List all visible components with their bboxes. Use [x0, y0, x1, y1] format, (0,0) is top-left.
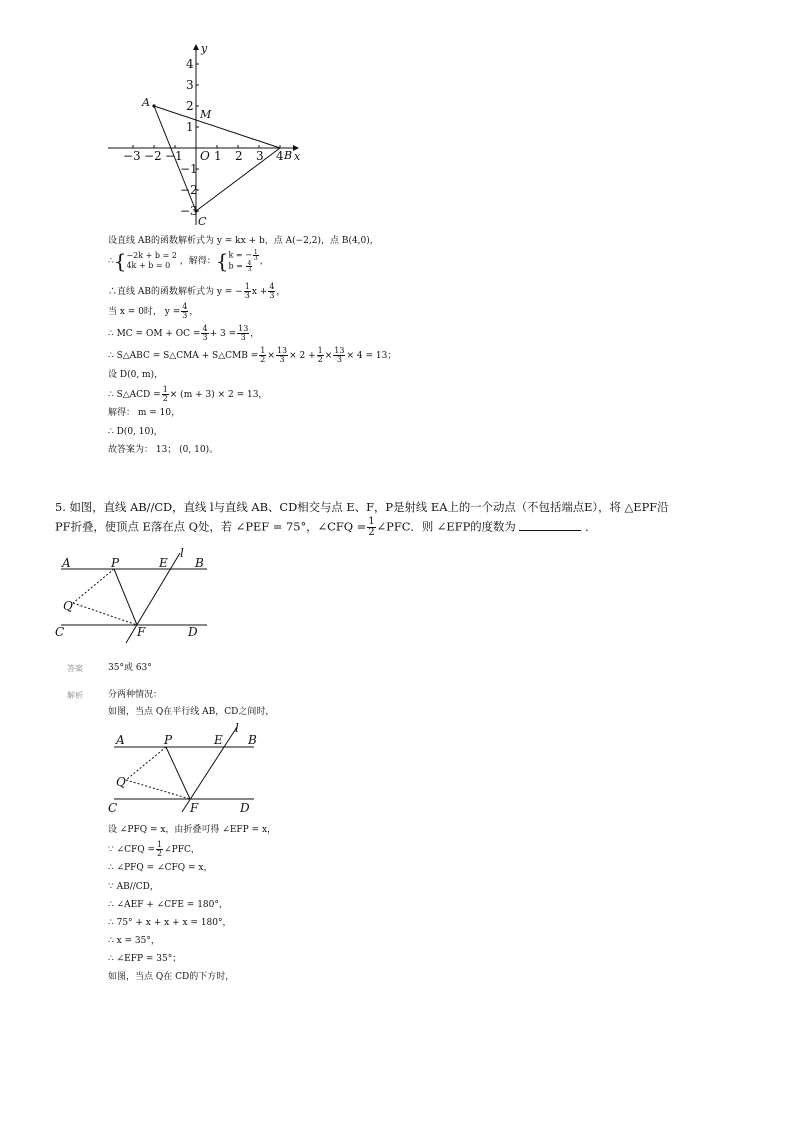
- segment-qf-dashed: [126, 780, 190, 799]
- label-b: B: [195, 556, 204, 570]
- sol1-line7: 设 D(0, m)，: [108, 370, 164, 380]
- frac-num: 4: [247, 260, 252, 267]
- segment-pq-dashed: [126, 747, 166, 780]
- frac-den: 2: [162, 394, 168, 403]
- sol1-line11: 故答案为： 13； (0, 10)。: [108, 445, 219, 455]
- analysis-line6: ∵ AB//CD，: [108, 882, 159, 892]
- brace-icon: {: [113, 249, 127, 273]
- label-c: C: [55, 625, 65, 639]
- label-d: D: [188, 625, 198, 639]
- sol1-line3-text: x +: [251, 287, 268, 297]
- frac-den: 3: [240, 333, 246, 342]
- label-f: F: [137, 625, 146, 639]
- answer-value: 35°或 63°: [108, 663, 152, 673]
- frac-den: 2: [260, 355, 266, 364]
- analysis-line2: 如图，当点 Q在平行线 AB，CD之间时，: [108, 707, 275, 717]
- point-b-label: B: [284, 149, 293, 162]
- sol1-line5-text: ∴ MC = OM + OC =: [108, 329, 201, 339]
- frac-num: 1: [253, 249, 258, 256]
- analysis-line4-text: ∠PFC，: [164, 845, 200, 855]
- analysis-line3: 设 ∠PFQ = x，由折叠可得 ∠EFP = x，: [108, 825, 277, 835]
- tick-y-1: 1: [186, 120, 194, 134]
- y-axis-arrow: [193, 44, 199, 50]
- tick-y-neg3: −3: [180, 204, 198, 218]
- sys2-eq2: b =: [228, 261, 246, 271]
- tick-x-1: 1: [214, 149, 222, 163]
- label-f: F: [190, 801, 199, 815]
- origin-label: O: [200, 149, 210, 163]
- analysis-line10: ∴ ∠EFP = 35°；: [108, 954, 182, 964]
- q5-line1: 5. 如图，直线 AB//CD，直线 l与直线 AB、CD相交与点 E、F，P是射线 EA上的一个动点（不包括端点E），将 △EPF沿: [55, 500, 669, 514]
- frac-den: 3: [202, 333, 208, 342]
- sol1-line8-text: ∴ S△ACD =: [108, 390, 161, 400]
- point-a-label: A: [142, 96, 150, 109]
- label-c: C: [108, 801, 118, 815]
- sol1-line6-text: × 2 +: [289, 351, 316, 361]
- sol1-line10: ∴ D(0, 10)，: [108, 427, 163, 437]
- analysis-line8: ∴ 75° + x + x + x = 180°，: [108, 918, 232, 928]
- sol1-line4-text: 当 x = 0时， y =: [108, 307, 181, 317]
- q5-line2-text: ∠PFC．则 ∠EFP的度数为: [376, 519, 516, 534]
- answer-blank[interactable]: [519, 520, 581, 531]
- label-p: P: [111, 556, 120, 570]
- sol1-line2-end: ，: [259, 256, 269, 267]
- sol1-line2-prefix: ∴: [108, 256, 114, 267]
- label-e: E: [214, 733, 223, 747]
- tick-x-neg2: −2: [144, 149, 162, 163]
- q5-line2: [55, 517, 596, 538]
- tick-x-neg1: −1: [165, 149, 183, 163]
- frac-den: 3: [247, 266, 252, 273]
- sol1-line1: 设直线 AB的函数解析式为 y = kx + b，点 A(−2,2)，点 B(4,0)，: [108, 236, 379, 246]
- fold-figure-analysis: [104, 722, 264, 822]
- frac-num: 4: [182, 302, 188, 311]
- analysis-line9: ∴ x = 35°，: [108, 936, 160, 946]
- label-l: l: [180, 548, 184, 560]
- label-d: D: [240, 801, 250, 815]
- tick-x-neg3: −3: [123, 149, 141, 163]
- frac-num: 1: [317, 346, 323, 355]
- sol1-line3: [108, 283, 285, 300]
- q5-line2-text: PF折叠，使顶点 E落在点 Q处，若 ∠PEF = 75°，∠CFQ =: [55, 519, 367, 534]
- sol1-line3-end: ，: [276, 287, 286, 297]
- label-q: Q: [63, 599, 73, 613]
- sol1-line6-text: ×: [324, 351, 333, 361]
- segment-pf: [166, 747, 190, 799]
- sol1-line6: [108, 347, 396, 364]
- label-e: E: [159, 556, 168, 570]
- frac-num: 1: [260, 346, 266, 355]
- label-q: Q: [116, 775, 126, 789]
- sol1-line6-text: ∴ S△ABC = S△CMA + S△CMB =: [108, 351, 259, 361]
- sol1-line5: [108, 325, 259, 342]
- label-a: A: [62, 556, 71, 570]
- axis-x-label: x: [294, 150, 301, 163]
- frac-den: 3: [182, 311, 188, 320]
- label-p: P: [164, 733, 173, 747]
- answer-label: 答案: [67, 664, 83, 673]
- frac-num: 1: [244, 282, 250, 291]
- sol1-line4: [108, 303, 198, 320]
- sol1-line5-end: ，: [250, 329, 260, 339]
- sol1-line8: [108, 386, 267, 403]
- analysis-line4-text: ∵ ∠CFQ =: [108, 845, 156, 855]
- q5-line2-end: ．: [585, 519, 597, 534]
- point-m-label: M: [200, 108, 212, 121]
- frac-num: 1: [368, 516, 375, 527]
- axis-y-label: y: [201, 42, 208, 55]
- frac-num: 1: [162, 385, 168, 394]
- tick-x-3: 3: [256, 149, 264, 163]
- frac-num: 13: [276, 346, 288, 355]
- tick-x-2: 2: [235, 149, 243, 163]
- segment-qf-dashed: [73, 603, 137, 625]
- sol1-line6-text: × 4 = 13；: [346, 351, 397, 361]
- sol1-line2: [108, 250, 269, 272]
- analysis-label: 解析: [67, 691, 83, 700]
- line-l: [126, 553, 180, 643]
- point-c-label: C: [198, 215, 207, 228]
- sol1-line2-mid: ，解得：: [179, 256, 216, 267]
- tick-y-neg1: −1: [180, 162, 198, 176]
- segment-pf: [114, 569, 137, 625]
- label-b: B: [248, 733, 257, 747]
- tick-y-3: 3: [186, 78, 194, 92]
- analysis-line1: 分两种情况：: [108, 690, 163, 700]
- sol1-line3-text: ∴直线 AB的函数解析式为 y = −: [108, 287, 243, 297]
- sys1-eq2: 4k + b = 0: [126, 261, 171, 270]
- frac-den: 3: [279, 355, 285, 364]
- frac-den: 3: [269, 291, 275, 300]
- coordinate-graph: [100, 40, 310, 230]
- tick-x-4: 4: [276, 149, 284, 163]
- brace-icon: {: [215, 249, 229, 273]
- frac-num: 4: [202, 324, 208, 333]
- sol1-line5-text: + 3 =: [209, 329, 237, 339]
- segment-ab: [154, 106, 280, 148]
- frac-den: 3: [253, 255, 258, 262]
- label-a: A: [116, 733, 125, 747]
- point-a-dot: [152, 104, 155, 107]
- sol1-line6-text: ×: [267, 351, 275, 361]
- frac-den: 2: [157, 849, 163, 858]
- frac-den: 2: [368, 527, 375, 538]
- tick-y-neg2: −2: [180, 183, 198, 197]
- frac-num: 1: [157, 840, 163, 849]
- tick-y-4: 4: [186, 57, 194, 71]
- frac-den: 3: [244, 291, 250, 300]
- sol1-line8-text: × (m + 3) × 2 = 13，: [169, 390, 268, 400]
- segment-pq-dashed: [73, 569, 114, 603]
- frac-den: 2: [317, 355, 323, 364]
- sys2-eq1: k = −: [228, 250, 252, 260]
- sol1-line9: 解得： m = 10，: [108, 408, 181, 418]
- sys1-eq1: −2k + b = 2: [126, 251, 177, 260]
- analysis-line5: ∴ ∠PFQ = ∠CFQ = x，: [108, 863, 213, 873]
- analysis-line11: 如图，当点 Q在 CD的下方时，: [108, 972, 235, 982]
- frac-num: 4: [269, 282, 275, 291]
- analysis-line7: ∴ ∠AEF + ∠CFE = 180°，: [108, 900, 228, 910]
- sol1-line4-end: ，: [189, 307, 199, 317]
- frac-num: 13: [238, 324, 249, 333]
- label-l: l: [235, 722, 239, 735]
- fold-figure-question: [55, 548, 220, 648]
- tick-y-2: 2: [186, 99, 194, 113]
- analysis-line4: [108, 841, 200, 858]
- frac-num: 13: [334, 346, 345, 355]
- frac-den: 3: [336, 355, 342, 364]
